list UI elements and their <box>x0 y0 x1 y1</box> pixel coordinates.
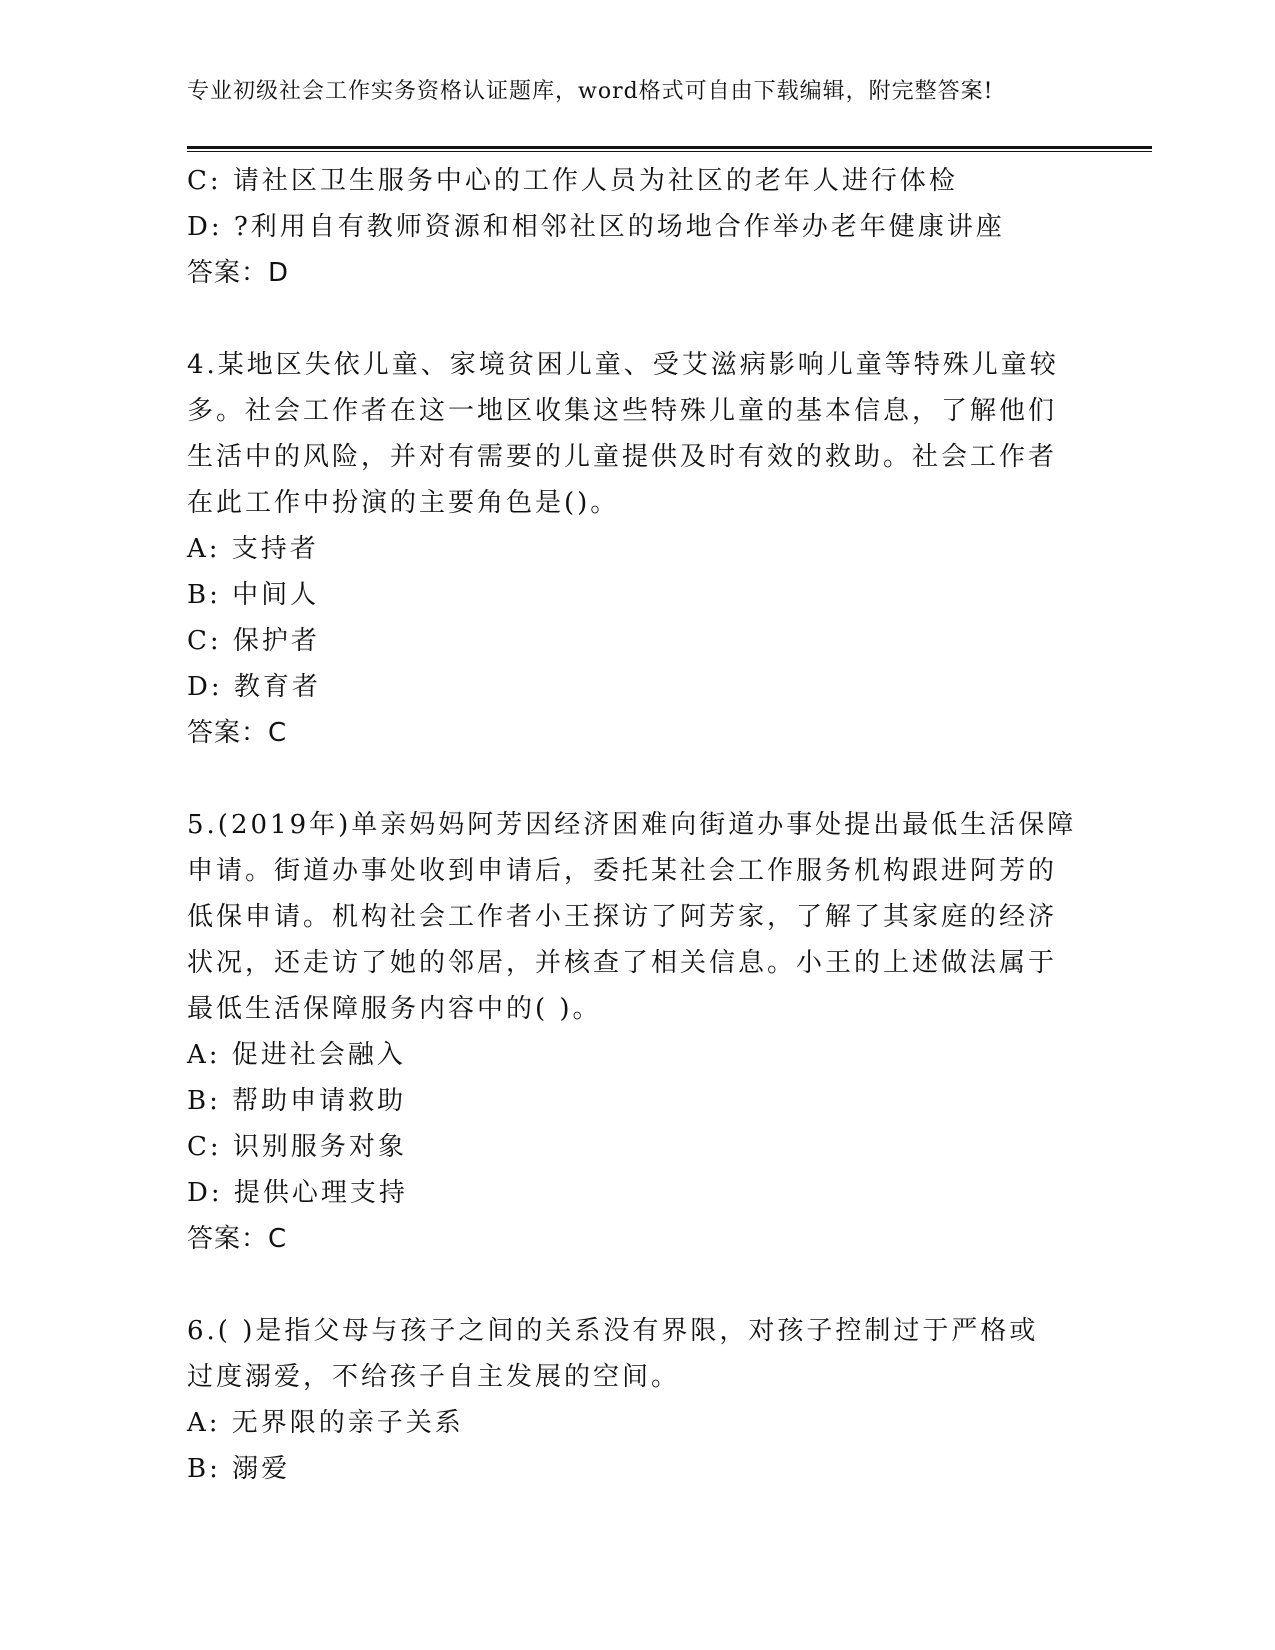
q3-option-c: C: 请社区卫生服务中心的工作人员为社区的老年人进行体检 <box>187 166 958 196</box>
q5-option-b: B: 帮助申请救助 <box>187 1086 407 1116</box>
q4-option-b: B: 中间人 <box>187 580 320 610</box>
header-rule-thick <box>187 146 1152 149</box>
question-spacer <box>187 1262 1087 1308</box>
page-header: 专业初级社会工作实务资格认证题库，word格式可自由下载编辑，附完整答案! <box>187 79 994 104</box>
question-6 <box>187 1308 1087 1492</box>
q4-stem-line: 4.某地区失依儿童、家境贫困儿童、受艾滋病影响儿童等特殊儿童较 <box>187 350 1059 380</box>
question-spacer <box>187 296 1087 342</box>
question-spacer <box>187 756 1087 802</box>
q5-option-c: C: 识别服务对象 <box>187 1132 407 1162</box>
question-5 <box>187 802 1087 1262</box>
q6-option-a: A: 无界限的亲子关系 <box>187 1408 464 1438</box>
q5-option-d: D: 提供心理支持 <box>187 1178 408 1208</box>
q4-option-c: C: 保护者 <box>187 626 320 656</box>
q5-stem-line: 状况，还走访了她的邻居，并核查了相关信息。小王的上述做法属于 <box>187 948 1058 978</box>
q5-stem-line: 低保申请。机构社会工作者小王探访了阿芳家，了解了其家庭的经济 <box>187 902 1058 932</box>
q6-stem-line: 6.( )是指父母与孩子之间的关系没有界限，对孩子控制过于严格或 <box>187 1316 1039 1346</box>
q5-stem-line: 5.(2019年)单亲妈妈阿芳因经济困难向街道办事处提出最低生活保障 <box>187 810 1077 840</box>
q6-stem-line: 过度溺爱，不给孩子自主发展的空间。 <box>187 1362 681 1392</box>
q5-stem-line: 申请。街道办事处收到申请后，委托某社会工作服务机构跟进阿芳的 <box>187 856 1058 886</box>
q4-option-d: D: 教育者 <box>187 672 321 702</box>
q5-option-a: A: 促进社会融入 <box>187 1040 406 1070</box>
header-rule-thin <box>187 151 1152 152</box>
q4-answer: 答案：C <box>187 718 288 748</box>
q3-answer: 答案：D <box>187 258 290 288</box>
q4-stem-line: 多。社会工作者在这一地区收集这些特殊儿童的基本信息，了解他们 <box>187 396 1058 426</box>
q6-option-b: B: 溺爱 <box>187 1454 291 1484</box>
q4-stem-line: 在此工作中扮演的主要角色是()。 <box>187 488 620 518</box>
q4-option-a: A: 支持者 <box>187 534 319 564</box>
q5-answer: 答案：C <box>187 1224 288 1254</box>
q4-stem-line: 生活中的风险，并对有需要的儿童提供及时有效的救助。社会工作者 <box>187 442 1058 472</box>
question-4 <box>187 342 1087 756</box>
q3-option-d: D: ?利用自有教师资源和相邻社区的场地合作举办老年健康讲座 <box>187 212 1005 242</box>
document-body <box>187 158 1087 1492</box>
q5-stem-line: 最低生活保障服务内容中的( )。 <box>187 994 602 1024</box>
